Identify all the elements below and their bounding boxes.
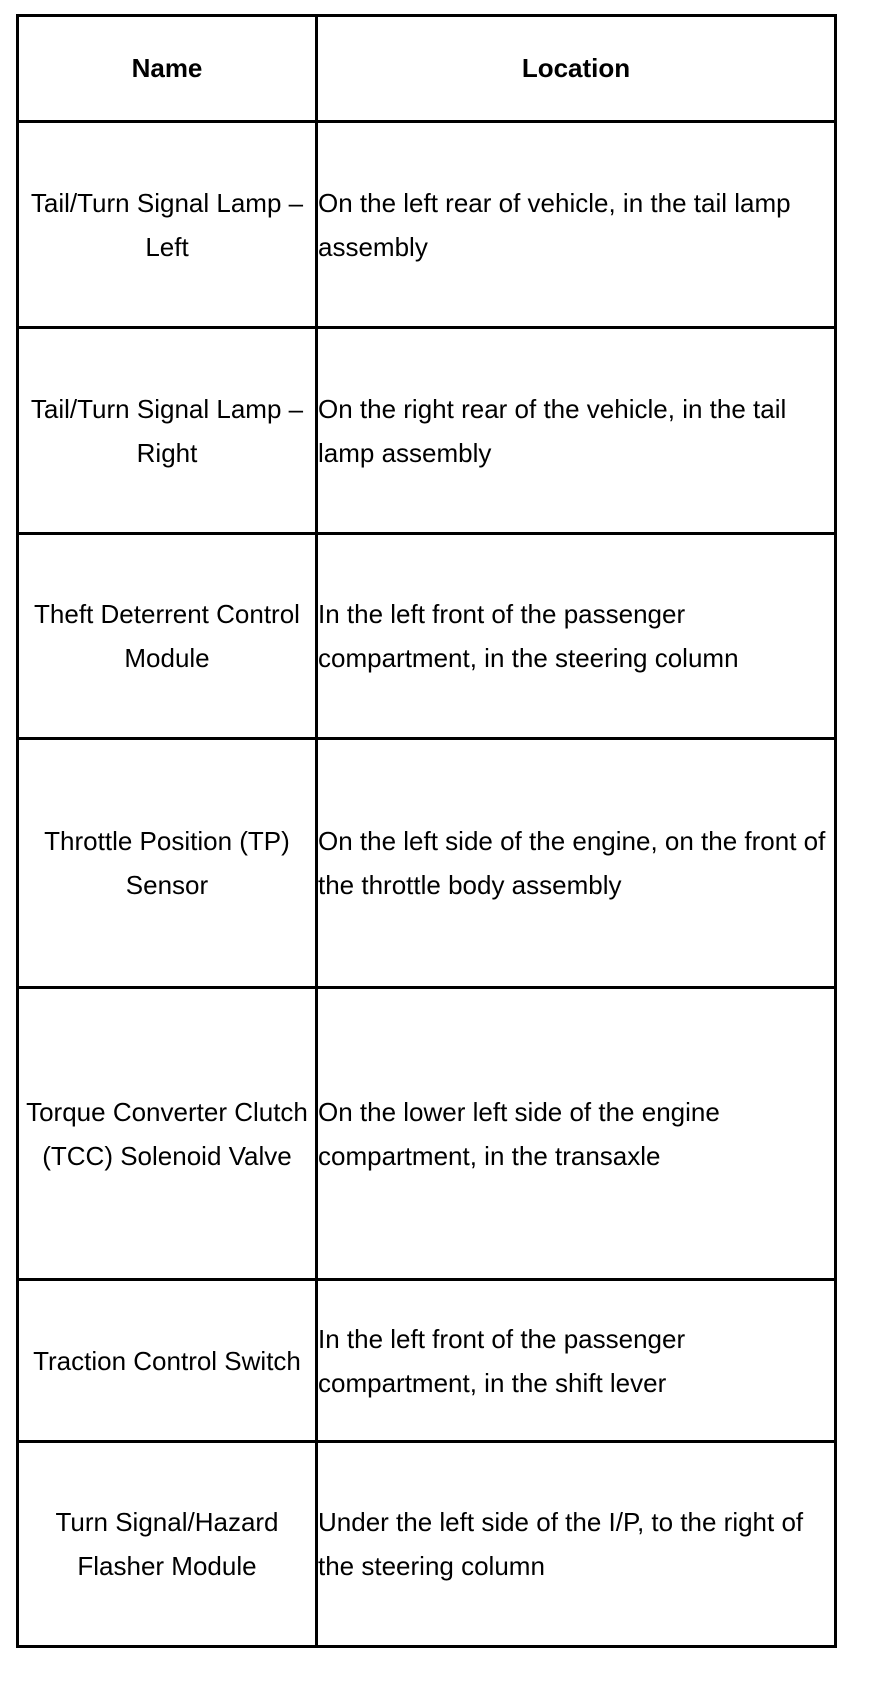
- component-location-cell: Under the left side of the I/P, to the right of the steering column: [317, 1442, 836, 1647]
- component-name-cell: Theft Deterrent Control Module: [18, 534, 317, 739]
- table-row: [18, 534, 836, 739]
- component-location-cell: On the right rear of the vehicle, in the tail lamp assembly: [317, 328, 836, 534]
- component-name-cell: Tail/Turn Signal Lamp – Right: [18, 328, 317, 534]
- name-column-header: Name: [18, 16, 317, 122]
- component-name-cell: Turn Signal/Hazard Flasher Module: [18, 1442, 317, 1647]
- location-column-header: Location: [317, 16, 836, 122]
- component-location-cell: In the left front of the passenger compartment, in the shift lever: [317, 1280, 836, 1442]
- component-location-table: [16, 14, 837, 1648]
- table-row: [18, 328, 836, 534]
- component-location-cell: On the left side of the engine, on the front of the throttle body assembly: [317, 739, 836, 988]
- header-row: [18, 16, 836, 122]
- table-row: [18, 122, 836, 328]
- table-row: [18, 1280, 836, 1442]
- table-row: [18, 1442, 836, 1647]
- component-location-cell: On the lower left side of the engine compartment, in the transaxle: [317, 988, 836, 1280]
- component-name-cell: Traction Control Switch: [18, 1280, 317, 1442]
- component-name-cell: Tail/Turn Signal Lamp – Left: [18, 122, 317, 328]
- component-location-cell: On the left rear of vehicle, in the tail lamp assembly: [317, 122, 836, 328]
- table-row: [18, 988, 836, 1280]
- component-location-cell: In the left front of the passenger compartment, in the steering column: [317, 534, 836, 739]
- component-name-cell: Throttle Position (TP) Sensor: [18, 739, 317, 988]
- table-row: [18, 739, 836, 988]
- component-name-cell: Torque Converter Clutch (TCC) Solenoid Valve: [18, 988, 317, 1280]
